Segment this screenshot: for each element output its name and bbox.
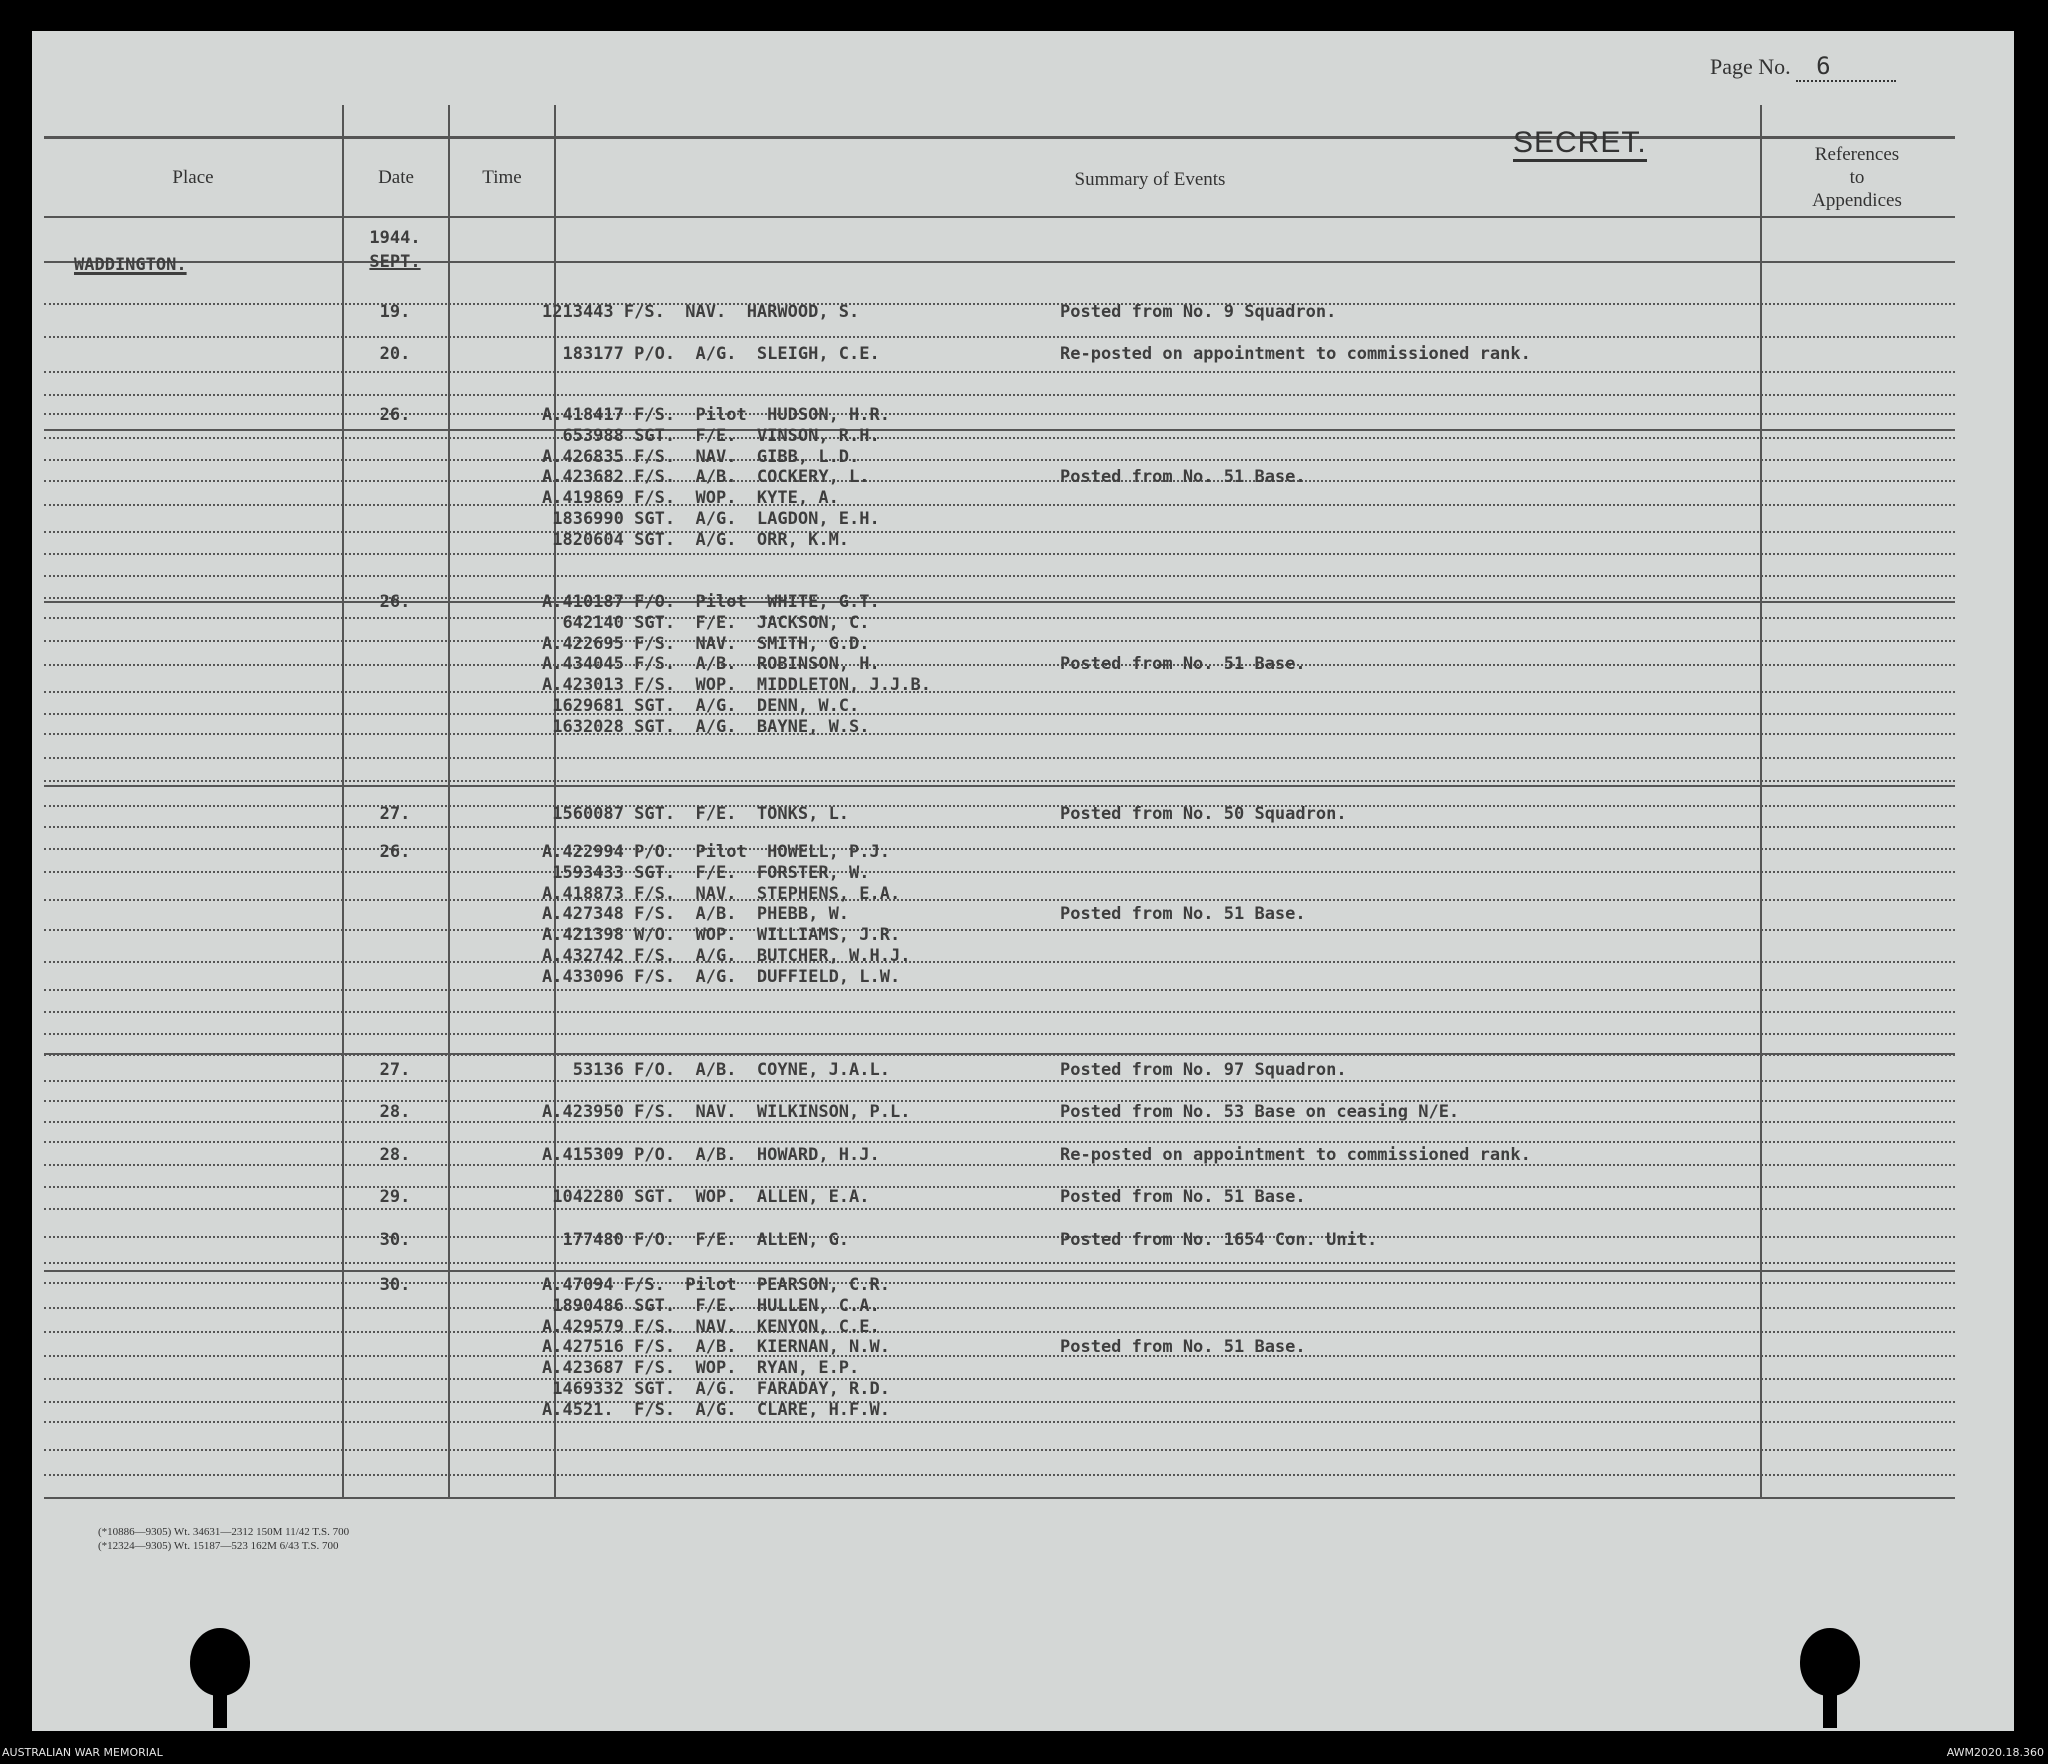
solid-rule bbox=[44, 1497, 1955, 1499]
dotted-rule bbox=[44, 531, 1955, 533]
entry-date: 20. bbox=[379, 344, 411, 364]
personnel-entry: 642140 SGT. F/E. JACKSON, C. bbox=[542, 612, 870, 633]
personnel-entry: A.423950 F/S. NAV. WILKINSON, P.L. bbox=[542, 1102, 911, 1122]
footnote-line-1: (*10886—9305) Wt. 34631—2312 150M 11/42 T.S. 700 bbox=[98, 1526, 350, 1538]
event-summary: Posted from No. 9 Squadron. bbox=[1060, 302, 1337, 322]
personnel-entry: 1213443 F/S. NAV. HARWOOD, S. bbox=[542, 302, 860, 322]
dotted-rule bbox=[44, 871, 1955, 873]
solid-rule bbox=[44, 261, 1955, 263]
personnel-entry: A.423687 F/S. WOP. RYAN, E.P. bbox=[542, 1358, 860, 1379]
personnel-entry: 183177 P/O. A/G. SLEIGH, C.E. bbox=[542, 344, 880, 364]
header-bottom-rule bbox=[44, 216, 1955, 218]
dotted-rule bbox=[44, 1100, 1955, 1102]
dotted-rule bbox=[44, 805, 1955, 807]
header-references-line-3: Appendices bbox=[1812, 190, 1902, 211]
dotted-rule bbox=[44, 780, 1955, 782]
page-number bbox=[1710, 52, 1896, 82]
dotted-rule bbox=[44, 1011, 1955, 1013]
entry-date: 19. bbox=[379, 302, 411, 322]
dotted-rule bbox=[44, 1080, 1955, 1082]
event-summary: Posted from No. 53 Base on ceasing N/E. bbox=[1060, 1102, 1460, 1122]
dotted-rule bbox=[44, 1421, 1955, 1423]
personnel-entry: 1890486 SGT. F/E. HULLEN, C.A. bbox=[542, 1295, 880, 1316]
dotted-rule bbox=[44, 1262, 1955, 1264]
personnel-entry: 177480 F/O. F/E. ALLEN, G. bbox=[542, 1230, 850, 1250]
personnel-entry: 1632028 SGT. A/G. BAYNE, W.S. bbox=[542, 716, 870, 737]
dotted-rule bbox=[44, 1121, 1955, 1123]
header-references-line-1: References bbox=[1814, 144, 1900, 165]
personnel-entry: A.423682 F/S. A/B. COCKERY, L. bbox=[542, 467, 870, 488]
dotted-rule bbox=[44, 1236, 1955, 1238]
dotted-rule bbox=[44, 961, 1955, 963]
page-number-field bbox=[1796, 52, 1896, 82]
header-place: Place bbox=[172, 167, 214, 188]
event-summary: Posted from No. 51 Base. bbox=[1060, 904, 1306, 925]
header-references bbox=[1762, 143, 1952, 212]
dotted-rule bbox=[44, 640, 1955, 642]
entry-date: 30. bbox=[379, 1230, 411, 1250]
personnel-entry: 1836990 SGT. A/G. LAGDON, E.H. bbox=[542, 509, 880, 529]
dotted-rule bbox=[44, 1307, 1955, 1309]
personnel-entry: A.429579 F/S. NAV. KENYON, C.E. bbox=[542, 1316, 880, 1337]
personnel-entry: 1593433 SGT. F/E. FORSTER, W. bbox=[542, 862, 870, 883]
personnel-entry: A.427348 F/S. A/B. PHEBB, W. bbox=[542, 904, 850, 925]
personnel-entry: A.419869 F/S. WOP. KYTE, A. bbox=[542, 488, 839, 509]
entry-date: 30. bbox=[379, 1275, 411, 1295]
dotted-rule bbox=[44, 1282, 1955, 1284]
dotted-rule bbox=[44, 1401, 1955, 1403]
dotted-rule bbox=[44, 371, 1955, 373]
dotted-rule bbox=[44, 899, 1955, 901]
dotted-rule bbox=[44, 989, 1955, 991]
dotted-rule bbox=[44, 1208, 1955, 1210]
solid-rule bbox=[44, 429, 1955, 431]
event-summary: Posted from No. 51 Base. bbox=[1060, 1187, 1306, 1207]
event-summary: Posted from No. 51 Base. bbox=[1060, 1337, 1306, 1358]
dotted-rule bbox=[44, 1186, 1955, 1188]
dotted-rule bbox=[44, 336, 1955, 338]
dotted-rule bbox=[44, 459, 1955, 461]
personnel-entry: 1820604 SGT. A/G. ORR, K.M. bbox=[542, 529, 850, 550]
header-references-line-2: to bbox=[1849, 167, 1865, 188]
entry-date: 26. bbox=[379, 405, 411, 425]
personnel-entry: 1042280 SGT. WOP. ALLEN, E.A. bbox=[542, 1187, 870, 1207]
event-summary: Posted from No. 51 Base. bbox=[1060, 654, 1306, 675]
solid-rule bbox=[44, 1053, 1955, 1055]
header-summary: Summary of Events bbox=[1074, 169, 1226, 190]
dotted-rule bbox=[44, 413, 1955, 415]
solid-rule bbox=[44, 601, 1955, 603]
date-year: 1944. bbox=[369, 228, 421, 248]
dotted-rule bbox=[44, 437, 1955, 439]
dotted-rule bbox=[44, 597, 1955, 599]
caption-right: AWM2020.18.360 bbox=[1946, 1746, 2044, 1759]
personnel-entry: A.415309 P/O. A/B. HOWARD, H.J. bbox=[542, 1145, 880, 1165]
header-time: Time bbox=[482, 167, 522, 188]
dotted-rule bbox=[44, 757, 1955, 759]
dotted-rule bbox=[44, 1141, 1955, 1143]
personnel-entry: A.4521. F/S. A/G. CLARE, H.F.W. bbox=[542, 1399, 890, 1420]
dotted-rule bbox=[44, 1449, 1955, 1451]
dotted-rule bbox=[44, 733, 1955, 735]
dotted-rule bbox=[44, 929, 1955, 931]
dotted-rule bbox=[44, 553, 1955, 555]
dotted-rule bbox=[44, 1164, 1955, 1166]
dotted-rule bbox=[44, 1331, 1955, 1333]
personnel-entry: A.410187 F/O. Pilot WHITE, G.T. bbox=[542, 592, 880, 612]
caption-left: AUSTRALIAN WAR MEMORIAL bbox=[2, 1746, 163, 1759]
dotted-rule bbox=[44, 394, 1955, 396]
entry-date: 28. bbox=[379, 1145, 411, 1165]
date-month: SEPT. bbox=[369, 252, 421, 272]
form-footnote bbox=[98, 1525, 349, 1553]
dotted-rule bbox=[44, 303, 1955, 305]
dotted-rule bbox=[44, 826, 1955, 828]
personnel-entry: A.432742 F/S. A/G. BUTCHER, W.H.J. bbox=[542, 946, 911, 966]
dotted-rule bbox=[44, 848, 1955, 850]
dotted-rule bbox=[44, 713, 1955, 715]
footnote-line-2: (*12324—9305) Wt. 15187—523 162M 6/43 T.S. 700 bbox=[98, 1540, 339, 1552]
personnel-entry: A.418873 F/S. NAV. STEPHENS, E.A. bbox=[542, 883, 901, 904]
dotted-rule bbox=[44, 1033, 1955, 1035]
personnel-entry: A.433096 F/S. A/G. DUFFIELD, L.W. bbox=[542, 966, 901, 987]
personnel-entry: A.422695 F/S. NAV. SMITH, G.D. bbox=[542, 633, 870, 654]
solid-rule bbox=[44, 1270, 1955, 1272]
personnel-entry: 1560087 SGT. F/E. TONKS, L. bbox=[542, 804, 850, 824]
dotted-rule bbox=[44, 1355, 1955, 1357]
event-summary: Posted from No. 97 Squadron. bbox=[1060, 1060, 1347, 1080]
personnel-entry: A.422994 P/O. Pilot HOWELL, P.J. bbox=[542, 842, 890, 862]
personnel-entry: 53136 F/O. A/B. COYNE, J.A.L. bbox=[542, 1060, 890, 1080]
dotted-rule bbox=[44, 664, 1955, 666]
entry-date: 27. bbox=[379, 1060, 411, 1080]
personnel-entry: A.418417 F/S. Pilot HUDSON, H.R. bbox=[542, 405, 890, 425]
event-summary: Re-posted on appointment to commissioned rank. bbox=[1060, 1145, 1531, 1165]
personnel-entry: A.426835 F/S. NAV. GIBB, L.D. bbox=[542, 446, 860, 467]
page-number-value: 6 bbox=[1816, 52, 1831, 80]
personnel-entry: A.427516 F/S. A/B. KIERNAN, N.W. bbox=[542, 1337, 890, 1358]
record-sheet bbox=[32, 31, 2014, 1731]
entry-date: 26. bbox=[379, 592, 411, 612]
personnel-entry: A.421398 W/O. WOP. WILLIAMS, J.R. bbox=[542, 925, 901, 946]
dotted-rule bbox=[44, 480, 1955, 482]
event-summary: Posted from No. 50 Squadron. bbox=[1060, 804, 1347, 824]
event-summary: Posted from No. 51 Base. bbox=[1060, 467, 1306, 488]
personnel-entry: 1629681 SGT. A/G. DENN, W.C. bbox=[542, 696, 860, 716]
summary-column-divider bbox=[1760, 105, 1762, 1497]
header-date: Date bbox=[378, 167, 414, 188]
dotted-rule bbox=[44, 504, 1955, 506]
personnel-entry: A.434045 F/S. A/B. ROBINSON, H. bbox=[542, 654, 880, 675]
event-summary: Re-posted on appointment to commissioned rank. bbox=[1060, 344, 1531, 364]
dotted-rule bbox=[44, 691, 1955, 693]
binder-hole-left bbox=[190, 1628, 250, 1696]
secret-stamp: SECRET. bbox=[1513, 127, 1647, 162]
entry-date: 26. bbox=[379, 842, 411, 862]
table-top-rule bbox=[44, 136, 1955, 139]
dotted-rule bbox=[44, 575, 1955, 577]
dotted-rule bbox=[44, 1474, 1955, 1476]
dotted-rule bbox=[44, 617, 1955, 619]
event-summary: Posted from No. 1654 Con. Unit. bbox=[1060, 1230, 1378, 1250]
page-number-label: Page No. bbox=[1710, 54, 1791, 79]
place-name: WADDINGTON. bbox=[74, 255, 187, 275]
personnel-entry: 1469332 SGT. A/G. FARADAY, R.D. bbox=[542, 1379, 890, 1399]
entry-date: 27. bbox=[379, 804, 411, 824]
solid-rule bbox=[44, 785, 1955, 787]
dotted-rule bbox=[44, 1378, 1955, 1380]
entry-date: 29. bbox=[379, 1187, 411, 1207]
personnel-entry: A.47094 F/S. Pilot PEARSON, C.R. bbox=[542, 1275, 890, 1295]
binder-hole-right bbox=[1800, 1628, 1860, 1696]
personnel-entry: A.423013 F/S. WOP. MIDDLETON, J.J.B. bbox=[542, 675, 931, 696]
personnel-entry: 653988 SGT. F/E. VINSON, R.H. bbox=[542, 425, 880, 446]
entry-date: 28. bbox=[379, 1102, 411, 1122]
